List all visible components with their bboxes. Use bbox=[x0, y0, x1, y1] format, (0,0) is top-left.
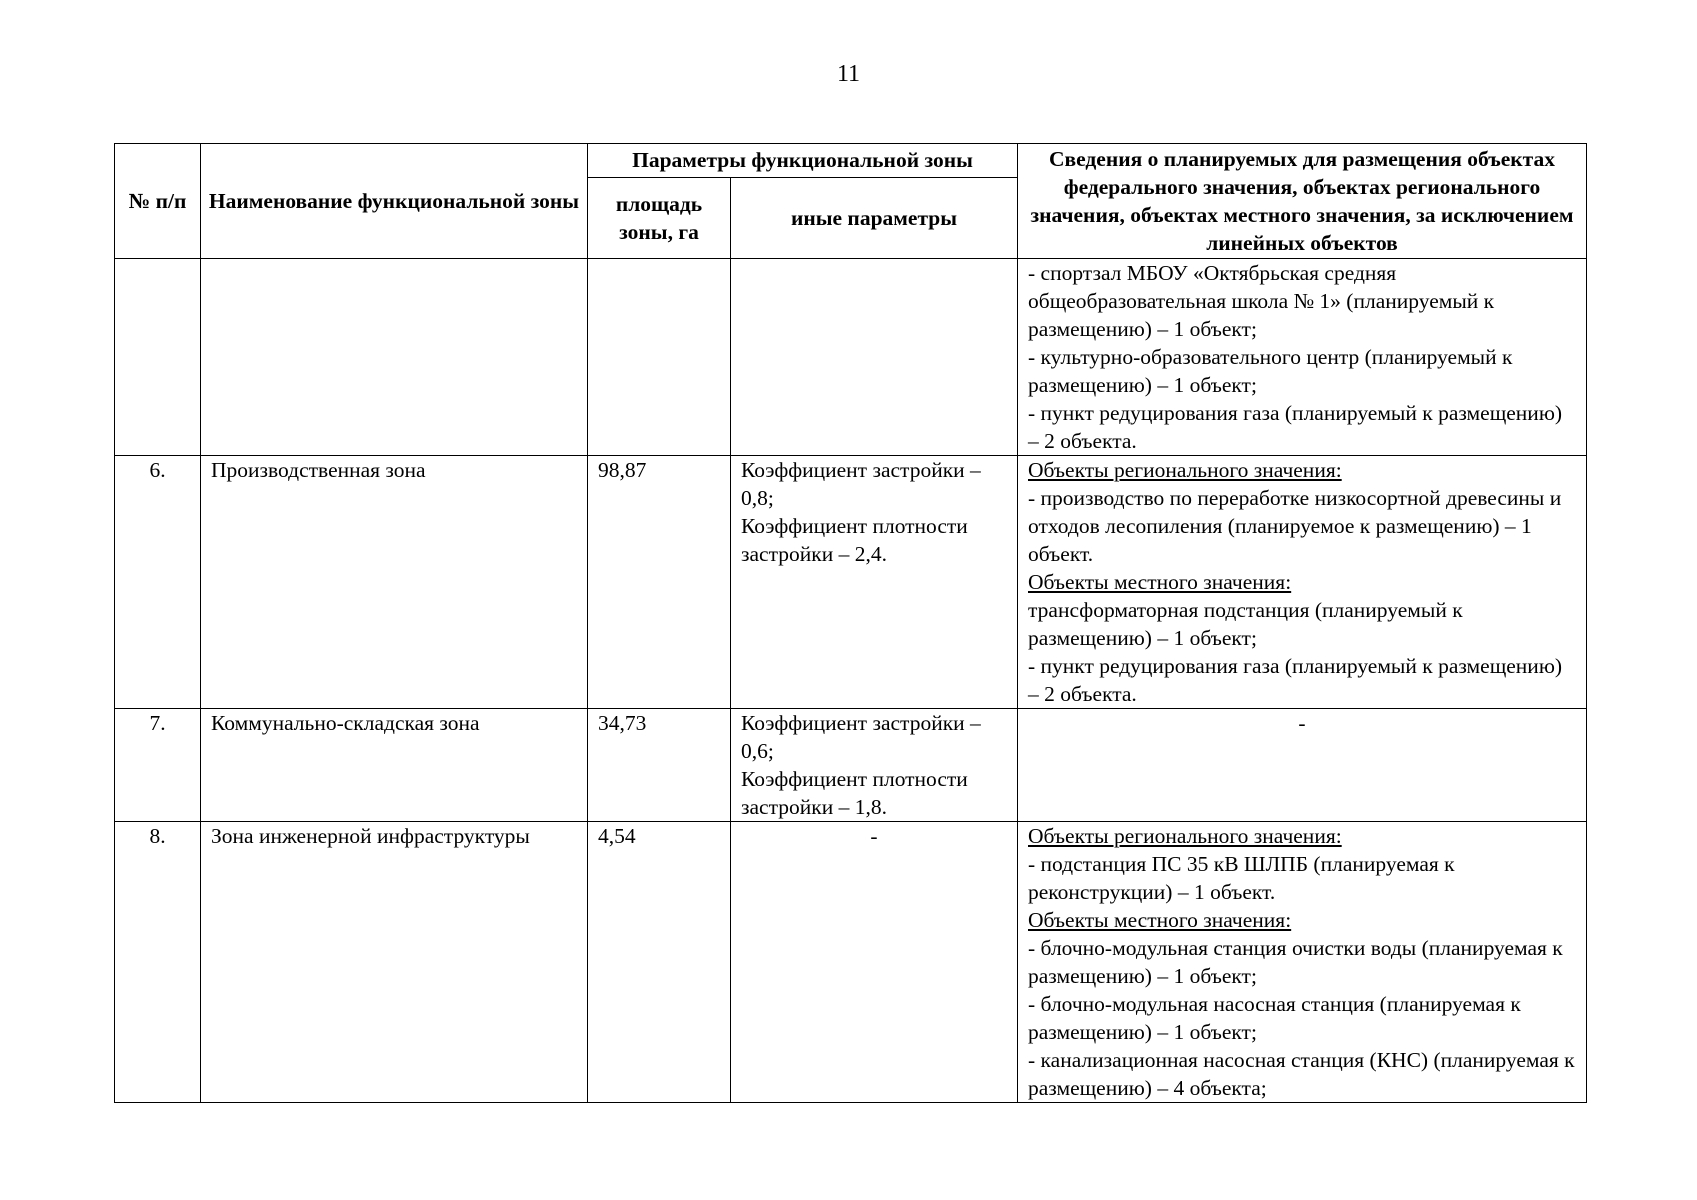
parameter-line: Коэффициент застройки – 0,8; bbox=[741, 458, 981, 510]
functional-zones-table bbox=[114, 143, 1587, 1103]
row-number: 6. bbox=[115, 456, 201, 709]
info-heading: Объекты регионального значения: bbox=[1028, 458, 1342, 482]
table-row bbox=[115, 709, 1587, 822]
info-line: - пункт редуцирования газа (планируемый к размещению) – 2 объекта. bbox=[1028, 654, 1563, 706]
other-parameters bbox=[731, 259, 1018, 456]
planned-objects bbox=[1018, 259, 1587, 456]
info-line: - подстанция ПС 35 кВ ШЛПБ (планируемая к реконструкции) – 1 объект. bbox=[1028, 852, 1455, 904]
zone-name: Коммунально-складская зона bbox=[201, 709, 588, 822]
planned-objects bbox=[1018, 822, 1587, 1103]
header-zone-parameters: Параметры функциональной зоны bbox=[588, 144, 1018, 178]
table-row bbox=[115, 259, 1587, 456]
table-row bbox=[115, 456, 1587, 709]
info-heading: Объекты регионального значения: bbox=[1028, 824, 1342, 848]
info-heading: Объекты местного значения: bbox=[1028, 570, 1292, 594]
zone-area bbox=[588, 259, 731, 456]
other-parameters bbox=[731, 709, 1018, 822]
info-line: - блочно-модульная станция очистки воды (планируемая к размещению) – 1 объект; bbox=[1028, 936, 1563, 988]
header-area: площадь зоны, га bbox=[588, 177, 731, 258]
zone-area: 34,73 bbox=[588, 709, 731, 822]
zone-area: 4,54 bbox=[588, 822, 731, 1103]
header-num: № п/п bbox=[115, 144, 201, 259]
info-line: - блочно-модульная насосная станция (планируемая к размещению) – 1 объект; bbox=[1028, 992, 1521, 1044]
header-planned-objects: Сведения о планируемых для размещения объектах федерального значения, объектах регионального значения, объектах местного значения, за исключением линейных объектов bbox=[1018, 144, 1587, 259]
planned-objects: - bbox=[1018, 709, 1587, 822]
zone-area: 98,87 bbox=[588, 456, 731, 709]
zone-name: Производственная зона bbox=[201, 456, 588, 709]
parameter-line: Коэффициент плотности застройки – 1,8. bbox=[741, 767, 968, 819]
row-number: 7. bbox=[115, 709, 201, 822]
page-number: 11 bbox=[836, 61, 861, 87]
other-parameters bbox=[731, 456, 1018, 709]
info-line: трансформаторная подстанция (планируемый к размещению) – 1 объект; bbox=[1028, 598, 1463, 650]
row-number: 8. bbox=[115, 822, 201, 1103]
other-parameters: - bbox=[731, 822, 1018, 1103]
header-zone-name: Наименование функциональной зоны bbox=[201, 144, 588, 259]
parameter-line: Коэффициент плотности застройки – 2,4. bbox=[741, 514, 968, 566]
info-line: - производство по переработке низкосортной древесины и отходов лесопиления (планируемое к размещению) – 1 объект. bbox=[1028, 486, 1562, 566]
info-line: - пункт редуцирования газа (планируемый к размещению) – 2 объекта. bbox=[1028, 401, 1563, 453]
table-row bbox=[115, 822, 1587, 1103]
zone-name bbox=[201, 259, 588, 456]
info-line: - канализационная насосная станция (КНС) (планируемая к размещению) – 4 объекта; bbox=[1028, 1048, 1575, 1100]
row-number bbox=[115, 259, 201, 456]
info-line: - культурно-образовательного центр (планируемый к размещению) – 1 объект; bbox=[1028, 345, 1513, 397]
info-heading: Объекты местного значения: bbox=[1028, 908, 1292, 932]
parameter-line: Коэффициент застройки – 0,6; bbox=[741, 711, 981, 763]
zone-name: Зона инженерной инфраструктуры bbox=[201, 822, 588, 1103]
planned-objects bbox=[1018, 456, 1587, 709]
header-other-parameters: иные параметры bbox=[731, 177, 1018, 258]
info-line: - спортзал МБОУ «Октябрьская средняя общеобразовательная школа № 1» (планируемый к размещению) – 1 объект; bbox=[1028, 261, 1495, 341]
